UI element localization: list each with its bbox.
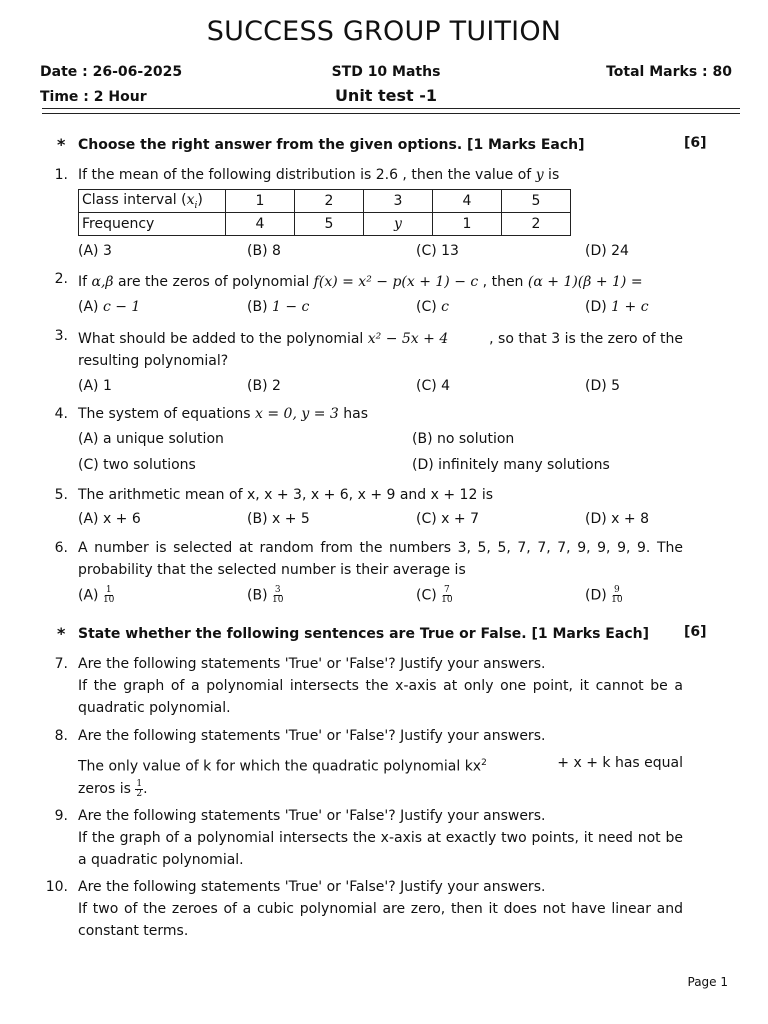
option-a: (A) x + 6 bbox=[78, 511, 141, 527]
table-row-label: Class interval $(x_i)$ bbox=[79, 190, 226, 213]
option-b: (B) 8 bbox=[247, 243, 281, 259]
table-cell: 1 bbox=[226, 190, 295, 213]
math-expression: (α + 1)(β + 1) = bbox=[527, 274, 643, 290]
question-text: If α,β are the zeros of polynomial f(x) = x² − p(x + 1) − c , then (α + 1)(β + 1) = bbox=[78, 274, 643, 290]
exam-time: Time : 2 Hour bbox=[40, 89, 147, 105]
question-text: The only value of k for which the quadratic polynomial $kx^2$ + x + k has equal bbox=[78, 755, 683, 775]
exam-total-marks: Total Marks : 80 bbox=[606, 64, 732, 80]
section-title: Choose the right answer from the given options. [1 Marks Each] bbox=[78, 137, 585, 153]
table-row bbox=[79, 190, 571, 213]
option-a: (A) c − 1 bbox=[78, 299, 141, 315]
option-d: (D) infinitely many solutions bbox=[412, 457, 610, 473]
fraction: $\frac{3}{10}$ bbox=[271, 585, 284, 605]
table-cell: 4 bbox=[433, 190, 502, 213]
question-number: 8. bbox=[54, 728, 68, 744]
option-a: (A) $\frac{1}{10}$ bbox=[78, 585, 115, 605]
exam-test-name: Unit test -1 bbox=[334, 86, 438, 105]
question-number: 10. bbox=[45, 879, 68, 895]
question-number: 9. bbox=[54, 808, 68, 824]
option-c: (C) 4 bbox=[416, 378, 451, 394]
distribution-table bbox=[78, 189, 571, 236]
fraction: $\frac{1}{2}$ bbox=[136, 778, 143, 799]
header-divider-bottom bbox=[42, 113, 740, 114]
option-b: (B) no solution bbox=[412, 431, 515, 447]
page-number: Page 1 bbox=[687, 975, 728, 989]
question-number: 5. bbox=[54, 487, 68, 503]
question-number: 2. bbox=[54, 271, 68, 287]
table-row bbox=[79, 213, 571, 236]
option-a: (A) 1 bbox=[78, 378, 112, 394]
table-cell: 5 bbox=[502, 190, 571, 213]
question-number: 6. bbox=[54, 540, 68, 556]
table-cell: 1 bbox=[433, 213, 502, 236]
question-text: zeros is $\frac{1}{2}$ . bbox=[78, 778, 148, 799]
math-expression: y bbox=[535, 167, 544, 183]
option-b: (B) 1 − c bbox=[247, 299, 310, 315]
question-number: 1. bbox=[54, 167, 68, 183]
section-marks: [6] bbox=[684, 135, 707, 151]
option-c: (C) 13 bbox=[416, 243, 459, 259]
math-expression: x² − 5x + 4 bbox=[367, 331, 449, 347]
question-number: 7. bbox=[54, 656, 68, 672]
question-text: What should be added to the polynomial x² − 5x + 4 , so that 3 is the zero of the resulting polynomial? bbox=[78, 331, 683, 369]
question-text: Are the following statements 'True' or 'False'? Justify your answers. bbox=[78, 728, 546, 744]
question-text: The system of equations x = 0, y = 3 has bbox=[78, 406, 368, 422]
option-c: (C) c bbox=[416, 299, 449, 315]
option-c: (C) $\frac{7}{10}$ bbox=[416, 585, 453, 605]
exam-date: Date : 26-06-2025 bbox=[40, 64, 183, 80]
option-c: (C) two solutions bbox=[78, 457, 196, 473]
option-c: (C) x + 7 bbox=[416, 511, 479, 527]
option-d: (D) 5 bbox=[585, 378, 621, 394]
option-b: (B) $\frac{3}{10}$ bbox=[247, 585, 284, 605]
table-cell: 5 bbox=[295, 213, 364, 236]
option-d: (D) x + 8 bbox=[585, 511, 649, 527]
option-d: (D) 24 bbox=[585, 243, 629, 259]
section-bullet: * bbox=[57, 135, 66, 154]
page-title: SUCCESS GROUP TUITION bbox=[206, 16, 562, 47]
option-b: (B) x + 5 bbox=[247, 511, 310, 527]
header-divider-top bbox=[42, 108, 740, 109]
question-text: A number is selected at random from the numbers 3, 5, 5, 7, 7, 7, 9, 9, 9, 9. The probability that the selected number is their average is bbox=[78, 540, 683, 578]
question-text: If the mean of the following distribution is 2.6 , then the value of y is bbox=[78, 167, 560, 183]
table-cell: 2 bbox=[502, 213, 571, 236]
math-expression: f(x) = x² − p(x + 1) − c bbox=[313, 274, 479, 290]
table-cell: 2 bbox=[295, 190, 364, 213]
option-b: (B) 2 bbox=[247, 378, 281, 394]
table-row-label: Frequency bbox=[79, 213, 226, 236]
math-expression: α,β bbox=[91, 274, 114, 290]
option-d: (D) $\frac{9}{10}$ bbox=[585, 585, 623, 605]
option-a: (A) a unique solution bbox=[78, 431, 224, 447]
section-title: State whether the following sentences are True or False. [1 Marks Each] bbox=[78, 626, 649, 642]
table-cell: 4 bbox=[226, 213, 295, 236]
question-text: Are the following statements 'True' or 'False'? Justify your answers. If two of the zeroes of a cubic polynomial are zero, then it does not have linear and constant terms. bbox=[78, 879, 683, 939]
question-text: Are the following statements 'True' or 'False'? Justify your answers. If the graph of a polynomial intersects the x-axis at only one point, it cannot be a quadratic polynomial. bbox=[78, 656, 683, 716]
section-marks: [6] bbox=[684, 624, 707, 640]
option-a: (A) 3 bbox=[78, 243, 112, 259]
section-bullet: * bbox=[57, 624, 66, 643]
question-number: 4. bbox=[54, 406, 68, 422]
option-d: (D) 1 + c bbox=[585, 299, 649, 315]
question-text: Are the following statements 'True' or 'False'? Justify your answers. If the graph of a polynomial intersects the x-axis at exactly two points, it need not be a quadratic polynomial. bbox=[78, 808, 683, 868]
exam-standard: STD 10 Maths bbox=[331, 64, 441, 80]
question-number: 3. bbox=[54, 328, 68, 344]
question-text: The arithmetic mean of x, x + 3, x + 6, x + 9 and x + 12 is bbox=[78, 487, 494, 503]
fraction: $\frac{7}{10}$ bbox=[441, 585, 453, 605]
fraction: $\frac{9}{10}$ bbox=[611, 585, 623, 605]
table-cell: 3 bbox=[364, 190, 433, 213]
table-cell: y bbox=[364, 213, 433, 236]
fraction: $\frac{1}{10}$ bbox=[102, 585, 115, 605]
math-expression: x = 0, y = 3 bbox=[255, 406, 339, 422]
